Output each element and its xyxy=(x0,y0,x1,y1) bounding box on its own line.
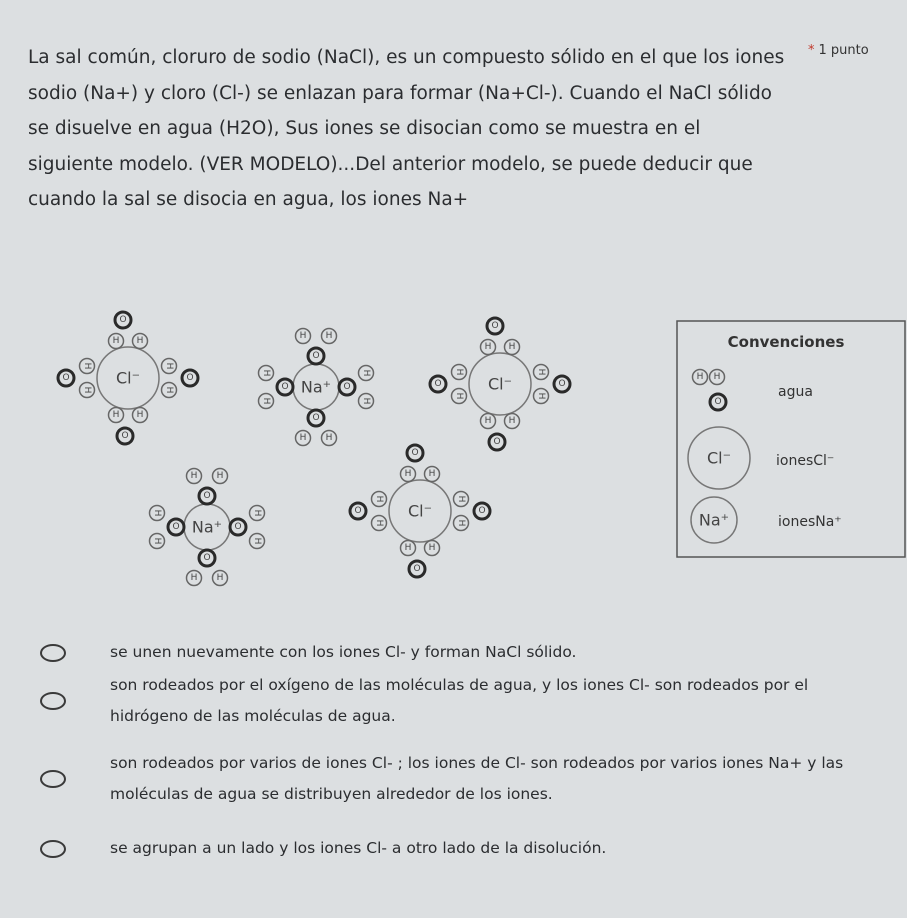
oxygen-label: O xyxy=(312,413,320,423)
oxygen-label: O xyxy=(203,553,211,563)
chloride-label: Cl⁻ xyxy=(487,374,513,394)
hydrogen-label: H xyxy=(252,509,262,517)
oxygen-label: O xyxy=(186,373,194,383)
oxygen-label: O xyxy=(234,522,242,532)
oxygen-label: O xyxy=(62,373,70,383)
hydrogen-label: H xyxy=(454,392,464,400)
oxygen-label: O xyxy=(491,321,499,331)
oxygen-label: O xyxy=(121,431,129,441)
oxygen-label: O xyxy=(281,382,289,392)
oxygen-label: O xyxy=(203,491,211,501)
sodium-label: Na⁺ xyxy=(300,377,332,397)
hydrogen-label: H xyxy=(325,331,333,341)
legend-water-label: agua xyxy=(778,384,813,400)
oxygen-label: O xyxy=(478,506,486,516)
radio-button[interactable] xyxy=(40,692,66,710)
radio-button[interactable] xyxy=(40,840,66,858)
hydrogen-label: H xyxy=(536,368,546,376)
hydrogen-label: H xyxy=(454,368,464,376)
hydrogen-label: H xyxy=(484,416,492,426)
oxygen-label: O xyxy=(413,564,421,574)
hydrogen-label: H xyxy=(428,543,436,553)
legend-chloride-label: ionesCl⁻ xyxy=(776,453,835,469)
oxygen-label: O xyxy=(312,351,320,361)
hydrogen-label: H xyxy=(82,362,92,370)
hydrogen-label: H xyxy=(152,509,162,517)
hydrogen-label: H xyxy=(82,386,92,394)
hydrogen-label: H xyxy=(190,471,198,481)
hydrogen-label: H xyxy=(508,342,516,352)
option-label: son rodeados por el oxígeno de las moléculas de agua, y los iones Cl- son rodeados por el hidrógeno de las moléculas de agua. xyxy=(110,676,809,725)
hydrogen-label: H xyxy=(216,573,224,583)
hydrogen-label: H xyxy=(299,331,307,341)
required-mark: * xyxy=(808,43,815,58)
hydrogen-label: H xyxy=(190,573,198,583)
hydrogen-label: H xyxy=(456,519,466,527)
hydrogen-label: H xyxy=(112,410,120,420)
radio-button[interactable] xyxy=(40,644,66,662)
legend-title: Convenciones xyxy=(727,333,845,351)
oxygen-label: O xyxy=(493,437,501,447)
option-2[interactable] xyxy=(40,670,890,732)
option-1[interactable] xyxy=(40,637,890,668)
hydrogen-label: H xyxy=(428,469,436,479)
option-label: se unen nuevamente con los iones Cl- y forman NaCl sólido. xyxy=(110,643,577,661)
option-3[interactable] xyxy=(40,748,890,810)
chloride-label: Cl⁻ xyxy=(706,448,732,468)
question-text: La sal común, cloruro de sodio (NaCl), es un compuesto sólido en el que los iones sodio (Na+) y cloro (Cl-) se enlazan para formar (Na+Cl-). Cuando el NaCl sólido se disuelve en agua (H2O), Sus iones se disocian como se muestra en el siguiente modelo. (VER MODELO)...Del anterior modelo, se puede deducir que cuando la sal se disocia en agua, los iones Na+ xyxy=(28,47,785,210)
hydrogen-label: H xyxy=(252,537,262,545)
hydrogen-label: H xyxy=(361,397,371,405)
chloride-label: Cl⁻ xyxy=(115,368,141,388)
hydrogen-label: H xyxy=(696,372,704,382)
legend-sodium-label: ionesNa⁺ xyxy=(778,514,842,530)
radio-button[interactable] xyxy=(40,770,66,788)
hydrogen-label: H xyxy=(404,469,412,479)
hydrogen-label: H xyxy=(713,372,721,382)
hydrogen-label: H xyxy=(456,495,466,503)
oxygen-label: O xyxy=(411,448,419,458)
points-value: 1 punto xyxy=(818,43,869,58)
hydrogen-label: H xyxy=(216,471,224,481)
hydrogen-label: H xyxy=(261,397,271,405)
chloride-label: Cl⁻ xyxy=(407,501,433,521)
hydrogen-label: H xyxy=(164,362,174,370)
sodium-label: Na⁺ xyxy=(191,517,223,537)
hydrogen-label: H xyxy=(374,519,384,527)
sodium-label: Na⁺ xyxy=(698,510,730,530)
hydrogen-label: H xyxy=(374,495,384,503)
hydrogen-label: H xyxy=(299,433,307,443)
oxygen-label: O xyxy=(119,315,127,325)
hydrogen-label: H xyxy=(325,433,333,443)
hydrogen-label: H xyxy=(404,543,412,553)
hydrogen-label: H xyxy=(361,369,371,377)
oxygen-label: O xyxy=(434,379,442,389)
hydrogen-label: H xyxy=(536,392,546,400)
option-4[interactable] xyxy=(40,833,890,864)
hydrogen-label: H xyxy=(164,386,174,394)
hydrogen-label: H xyxy=(112,336,120,346)
oxygen-label: O xyxy=(714,397,722,407)
oxygen-label: O xyxy=(343,382,351,392)
hydrogen-label: H xyxy=(508,416,516,426)
oxygen-label: O xyxy=(558,379,566,389)
hydrogen-label: H xyxy=(136,410,144,420)
hydrogen-label: H xyxy=(152,537,162,545)
hydrogen-label: H xyxy=(261,369,271,377)
hydrogen-label: H xyxy=(484,342,492,352)
option-label: son rodeados por varios de iones Cl- ; los iones de Cl- son rodeados por varios iones Na+ y las moléculas de agua se distribuyen alrededor de los iones. xyxy=(110,754,844,803)
hydrogen-label: H xyxy=(136,336,144,346)
oxygen-label: O xyxy=(172,522,180,532)
oxygen-label: O xyxy=(354,506,362,516)
option-label: se agrupan a un lado y los iones Cl- a otro lado de la disolución. xyxy=(110,839,607,857)
